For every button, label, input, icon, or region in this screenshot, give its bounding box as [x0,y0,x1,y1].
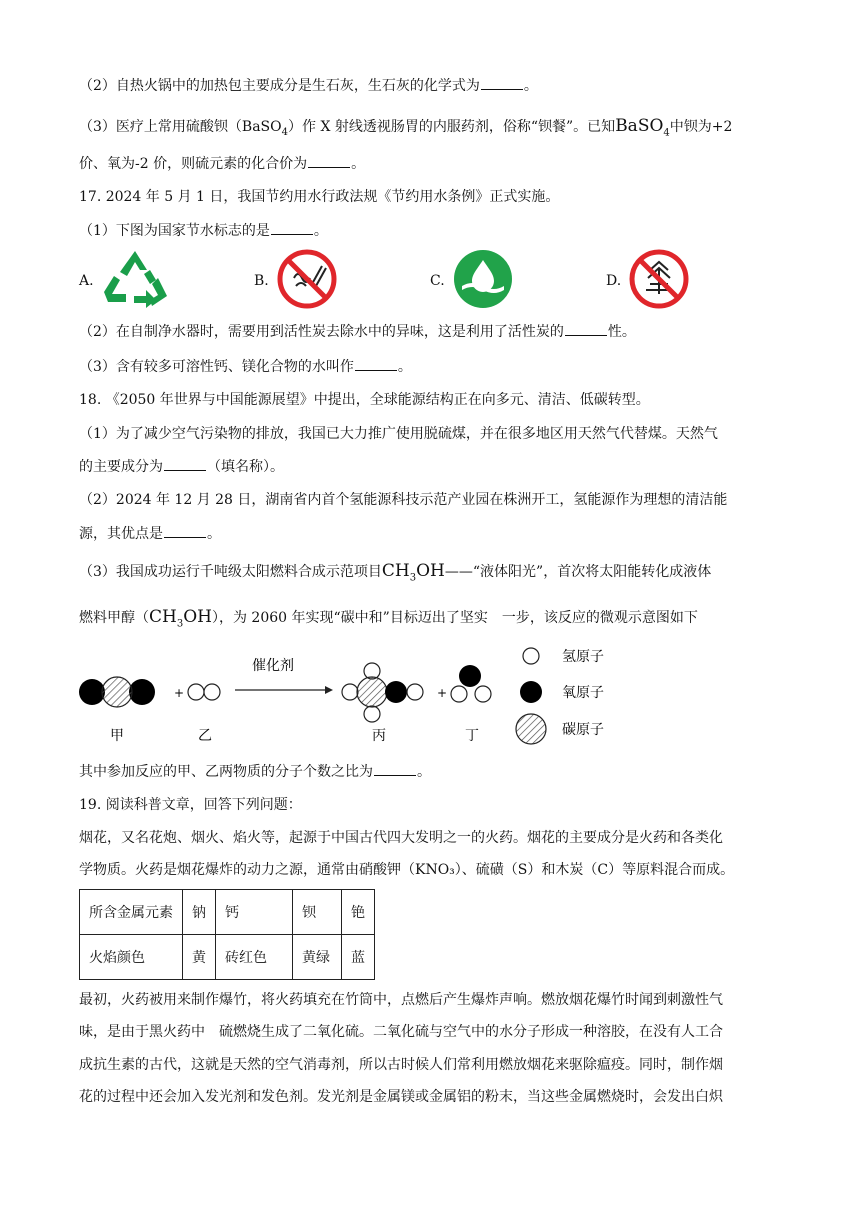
answer-blank[interactable] [164,456,206,471]
water-saving-icon[interactable] [452,248,514,310]
q16-part2: （2）自热火锅中的加热包主要成分是生石灰，生石灰的化学式为 。 [79,75,538,96]
svg-text:+: + [174,686,185,700]
baso4-formula: BaSO$_4$ [615,116,670,139]
q19-para2-line3: 成抗生素的古代，这就是天然的空气消毒剂，所以古时候人们常利用燃放烟花来驱除瘟疫。同时，制作烟 [79,1057,723,1073]
co2-molecule [79,677,155,707]
q18-part1-line1: （1）为了减少空气污染物的排放，我国已大力推广使用脱硫煤，并在很多地区用天然气代替煤。天然气 [79,426,718,442]
q19-para2-line4: 花的过程中还会加入发光剂和发色剂。发光剂是金属镁或金属铝的粉末，当这些金属燃烧时，会发出白炽 [79,1089,723,1105]
table-row: 所含金属元素 钠 钙 钡 铯 [80,890,375,935]
q17-title: 17. 2024 年 5 月 1 日，我国节约用水行政法规《节约用水条例》正式实施。 [79,189,560,205]
methanol-formula: $CH_3OH$ [149,607,212,630]
q18-part2-line1: （2）2024 年 12 月 28 日，湖南省内首个氢能源科技示范产业园在株洲开工，氢能源作为理想的清洁能 [79,492,728,508]
svg-text:+: + [437,686,448,700]
q17-part1: （1）下图为国家节水标志的是 。 [79,220,328,241]
answer-blank[interactable] [565,321,607,336]
legend-oxygen: 氧原子 [562,685,604,701]
q19-para1-line2: 学物质。火药是烟花爆炸的动力之源，通常由硝酸钾（KNO₃）、硫磺（S）和木炭（C）等原料混合而成。 [79,862,735,878]
answer-blank[interactable] [481,75,523,90]
table-row: 火焰颜色 黄 砖红色 黄绿 蓝 [80,935,375,980]
q18-part1-line2: 的主要成分为 （填名称）。 [79,456,284,477]
option-a-label[interactable]: A. [79,273,94,289]
option-c-label[interactable]: C. [430,273,445,289]
answer-blank[interactable] [374,761,416,776]
answer-blank[interactable] [308,153,350,168]
option-b-label[interactable]: B. [254,273,269,289]
reaction-diagram [70,640,710,755]
answer-blank[interactable] [355,356,397,371]
q18-ratio: 其中参加反应的甲、乙两物质的分子个数之比为 。 [79,761,431,782]
q17-part2: （2）在自制净水器时，需要用到活性炭去除水中的异味，这是利用了活性炭的 性。 [79,321,636,342]
water-molecule [451,665,491,702]
q19-para1-line1: 烟花，又名花炮、烟火、焰火等，起源于中国古代四大发明之一的火药。烟花的主要成分是火药和各类化 [79,830,723,846]
legend-carbon: 碳原子 [562,722,604,738]
option-d-label[interactable]: D. [606,273,622,289]
answer-blank[interactable] [271,220,313,235]
q19-title: 19. 阅读科普文章，回答下列问题： [79,797,302,813]
q18-part3-line2: 燃料甲醇$(CH_3OH)$，为 2060 年实现“碳中和”目标迈出了坚实 一步，该反应的微观示意图如下 [79,607,698,630]
catalyst-label: 催化剂 [252,658,294,674]
q18-title: 18. 《2050 年世界与中国能源展望》中提出，全球能源结构正在向多元、清洁、低碳转型。 [79,392,650,408]
answer-blank[interactable] [164,523,206,538]
q18-part3-line1: （3）我国成功运行千吨级太阳燃料合成示范项目$CH_3OH——“$液体阳光”，首次将太阳能转化成液体 [79,561,712,584]
label-bing: 丙 [372,728,386,744]
q19-para2-line1: 最初，火药被用来制作爆竹，将火药填充在竹筒中，点燃后产生爆炸声响。燃放烟花爆竹时闻到刺激性气 [79,992,723,1008]
label-jia: 甲 [110,728,124,744]
label-yi: 乙 [198,728,212,744]
q18-part2-line2: 源，其优点是 。 [79,523,221,544]
legend [516,648,604,744]
methanol-molecule [342,663,423,722]
label-ding: 丁 [465,728,479,744]
no-logging-icon[interactable] [628,248,690,310]
recycle-icon[interactable] [100,248,170,310]
no-smoking-fireworks-icon[interactable] [276,248,338,310]
legend-hydrogen: 氢原子 [562,649,604,665]
q17-part3: （3）含有较多可溶性钙、镁化合物的水叫作 。 [79,356,412,377]
q16-part3-line1: （3）医疗上常用硫酸钡（BaSO$_4$）作 X 射线透视肠胃的内服药剂，俗称“钡餐”。已知BaSO$_4$中钡为+2 [79,116,733,139]
arrow-icon [235,686,333,694]
q19-para2-line2: 味，是由于黑火药中 硫燃烧生成了二氧化硫。二氧化硫与空气中的水分子形成一种溶胶，在没有人工合 [79,1024,723,1040]
h2-molecule [188,684,220,700]
q16-part3-line2: 价、氧为-2 价，则硫元素的化合价为 。 [79,153,365,174]
flame-color-table [79,889,375,980]
methanol-formula: $CH_3OH$ [381,561,445,584]
